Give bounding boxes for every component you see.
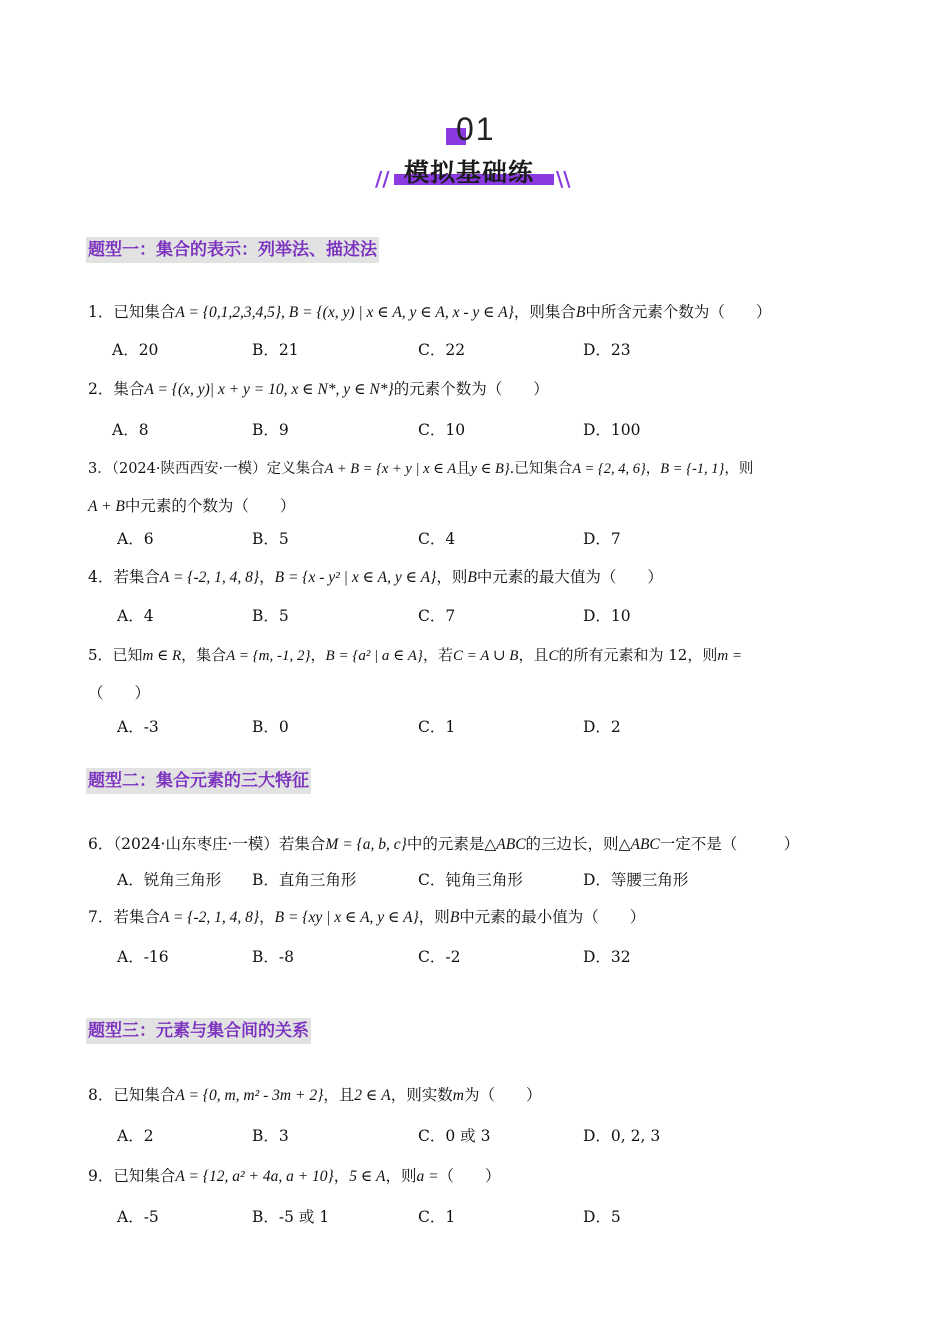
q3-option-b: B．5 xyxy=(252,530,289,548)
question-7-sep: ， xyxy=(259,908,275,926)
section-heading-1: 题型一：集合的表示：列举法、描述法 xyxy=(86,237,379,263)
question-3-line2-tail: 中元素的个数为（ ） xyxy=(124,497,296,515)
question-3-and: 且 xyxy=(456,461,471,477)
question-5-set-b: B = {a² | a ∈ A} xyxy=(325,648,423,664)
q5-option-d: D．2 xyxy=(583,718,621,736)
question-5-t4: 的所有元素和为 12，则 xyxy=(558,646,718,664)
question-3-set-b: B = {-1, 1} xyxy=(660,461,725,477)
q1-option-a: A．20 xyxy=(112,341,159,359)
question-1-var: B xyxy=(575,304,586,321)
q1-option-d: D．23 xyxy=(583,341,631,359)
q7-option-a: A．-16 xyxy=(117,948,169,966)
q6-option-b: B．直角三角形 xyxy=(252,871,357,889)
question-5-line2: （ ） xyxy=(88,684,151,702)
question-4-set-b: B = {x - y² | x ∈ A, y ∈ A} xyxy=(274,569,437,586)
q6-option-d: D．等腰三角形 xyxy=(583,871,689,889)
q7-option-d: D．32 xyxy=(583,948,631,966)
q4-option-c: C．7 xyxy=(418,607,456,625)
q7-option-c: C．-2 xyxy=(418,948,461,966)
question-5-t1: ，集合 xyxy=(181,646,227,664)
question-7-var: B xyxy=(449,909,460,926)
question-7 xyxy=(88,905,645,927)
question-6-triangle-2: △ABC xyxy=(618,836,660,853)
section-heading-3: 题型三：元素与集合间的关系 xyxy=(86,1018,311,1044)
q1-option-c: C．22 xyxy=(418,341,466,359)
question-5 xyxy=(88,644,742,665)
question-4-tail: 中元素的最大值为（ ） xyxy=(476,568,663,586)
question-6-lead: 6．（2024·山东枣庄·一模）若集合 xyxy=(88,835,326,853)
q9-option-b: B．-5 或 1 xyxy=(252,1208,330,1226)
question-8-member: 2 ∈ A xyxy=(354,1087,391,1104)
question-7-lead: 7．若集合 xyxy=(88,908,160,926)
question-4-var: B xyxy=(467,569,477,586)
question-2-lead: 2．集合 xyxy=(88,380,145,398)
q5-option-c: C．1 xyxy=(418,718,456,736)
q9-option-c: C．1 xyxy=(418,1208,456,1226)
q3-option-a: A．6 xyxy=(117,530,154,548)
question-3-sep: ， xyxy=(645,461,661,477)
question-2 xyxy=(88,377,549,399)
question-8-t1: ，且 xyxy=(323,1086,355,1104)
q4-option-b: B．5 xyxy=(252,607,289,625)
question-5-lead: 5．已知 xyxy=(88,646,143,664)
question-3-mid: .已知集合 xyxy=(509,461,573,477)
question-5-m-real: m ∈ R xyxy=(142,648,182,664)
title-number: 01 xyxy=(456,111,496,147)
q2-option-d: D．100 xyxy=(583,421,641,439)
q3-option-c: C．4 xyxy=(418,530,456,548)
question-3 xyxy=(88,457,753,478)
question-4 xyxy=(88,565,663,587)
question-4-lead: 4．若集合 xyxy=(88,568,160,586)
q6-option-a: A．锐角三角形 xyxy=(117,871,222,889)
q2-option-c: C．10 xyxy=(418,421,466,439)
question-8-set-a: A = {0, m, m² - 3m + 2} xyxy=(175,1087,324,1104)
q4-option-a: A．4 xyxy=(117,607,154,625)
question-5-t2: ，若 xyxy=(422,646,453,664)
question-5-set-a: A = {m, -1, 2} xyxy=(226,648,311,664)
question-5-union: C = A ∪ B xyxy=(452,648,519,664)
q9-option-d: D．5 xyxy=(583,1208,621,1226)
q6-option-c: C．钝角三角形 xyxy=(418,871,523,889)
q5-option-a: A．-3 xyxy=(117,718,159,736)
q8-option-c: C．0 或 3 xyxy=(418,1127,491,1145)
question-3-tail: ，则 xyxy=(724,461,754,477)
question-3-formula-a: A + B = {x + y | x ∈ A xyxy=(324,461,457,477)
question-3-line2 xyxy=(88,494,295,516)
q8-option-b: B．3 xyxy=(252,1127,289,1145)
question-1 xyxy=(88,300,771,322)
question-7-set-b: B = {xy | x ∈ A, y ∈ A} xyxy=(274,909,419,926)
question-9 xyxy=(88,1164,501,1186)
question-4-mid: ，则 xyxy=(436,568,468,586)
q1-option-b: B．21 xyxy=(252,341,299,359)
question-5-m-eq: m = xyxy=(717,648,743,664)
question-4-set-a: A = {-2, 1, 4, 8} xyxy=(159,569,260,586)
q2-option-a: A．8 xyxy=(112,421,149,439)
question-3-formula-b: y ∈ B} xyxy=(470,461,510,477)
question-8-lead: 8．已知集合 xyxy=(88,1086,176,1104)
q4-option-d: D．10 xyxy=(583,607,631,625)
question-6-t1: 中的元素是 xyxy=(406,835,485,853)
question-4-sep: ， xyxy=(259,568,275,586)
question-9-tail: （ ） xyxy=(438,1167,501,1185)
page-title: 模拟基础练 xyxy=(404,158,535,187)
q8-option-d: D．0, 2, 3 xyxy=(583,1127,661,1145)
question-9-sep: ， xyxy=(333,1167,350,1185)
question-8-t2: ，则实数 xyxy=(390,1086,453,1104)
question-7-tail: 中元素的最小值为（ ） xyxy=(459,908,646,926)
question-1-lead: 1．已知集合 xyxy=(88,303,176,321)
question-9-set-a: A = {12, a² + 4a, a + 10} xyxy=(175,1168,334,1185)
q5-option-b: B．0 xyxy=(252,718,289,736)
question-5-t3: ，且 xyxy=(518,646,549,664)
question-6-set-m: M = {a, b, c} xyxy=(325,836,407,853)
question-9-mid: ，则 xyxy=(385,1167,417,1185)
q3-option-d: D．7 xyxy=(583,530,621,548)
question-1-mid: ，则集合 xyxy=(513,303,576,321)
question-1-tail: 中所含元素个数为（ ） xyxy=(585,303,772,321)
question-8 xyxy=(88,1083,541,1105)
title-decoration-right: \\ xyxy=(556,167,571,191)
question-1-formula: A = {0,1,2,3,4,5}, B = {(x, y) | x ∈ A, y ∈ A, x - y ∈ A} xyxy=(175,304,514,321)
question-3-sum: A + B xyxy=(88,498,125,515)
title-decoration-left: // xyxy=(375,167,390,191)
section-heading-2: 题型二：集合元素的三大特征 xyxy=(86,768,311,794)
question-5-sep: ， xyxy=(310,646,326,664)
question-8-tail: 为（ ） xyxy=(463,1086,542,1104)
question-7-set-a: A = {-2, 1, 4, 8} xyxy=(159,909,260,926)
question-9-var: a = xyxy=(416,1168,439,1185)
question-6-triangle-1: △ABC xyxy=(484,836,526,853)
q8-option-a: A．2 xyxy=(117,1127,154,1145)
question-6-t2: 的三边长，则 xyxy=(525,835,619,853)
question-8-var: m xyxy=(452,1087,464,1104)
question-5-c: C xyxy=(548,648,559,664)
question-2-formula: A = {(x, y)| x + y = 10, x ∈ N*, y ∈ N*} xyxy=(144,381,394,398)
question-6-tail: 一定不是（ ） xyxy=(659,835,800,853)
q7-option-b: B．-8 xyxy=(252,948,294,966)
question-9-member: 5 ∈ A xyxy=(349,1168,386,1185)
q2-option-b: B．9 xyxy=(252,421,289,439)
question-3-lead: 3．（2024·陕西西安·一模）定义集合 xyxy=(88,461,325,477)
question-6 xyxy=(88,832,799,854)
question-2-tail: 的元素个数为（ ） xyxy=(393,380,549,398)
question-7-mid: ，则 xyxy=(418,908,450,926)
question-9-lead: 9．已知集合 xyxy=(88,1167,176,1185)
question-3-set-a: A = {2, 4, 6} xyxy=(572,461,646,477)
q9-option-a: A．-5 xyxy=(117,1208,159,1226)
